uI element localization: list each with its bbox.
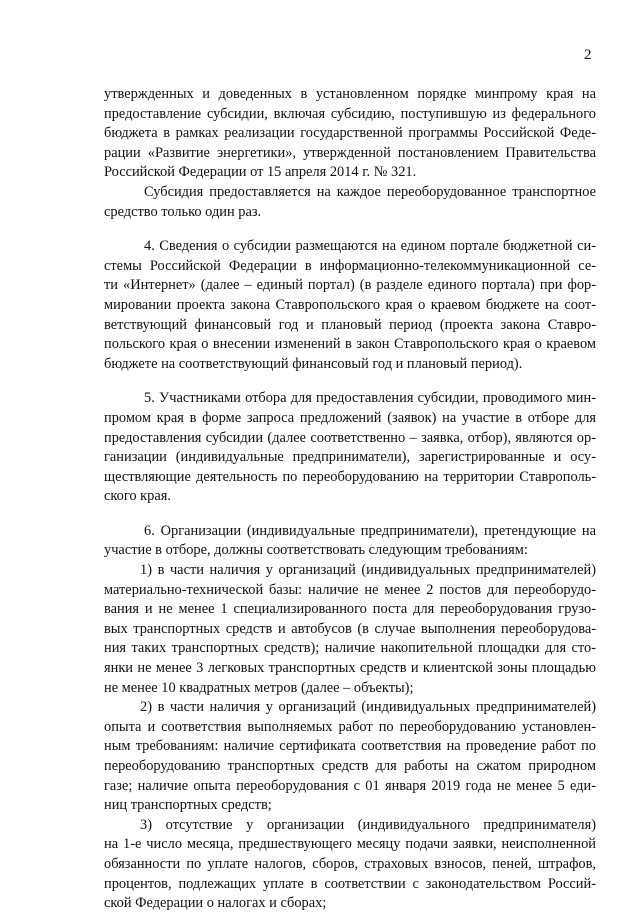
paragraph bbox=[104, 561, 596, 698]
text-line: янки не менее 3 легковых транспортных средств и клиентской зоны площадью bbox=[104, 660, 596, 677]
paragraph bbox=[104, 389, 596, 507]
paragraph bbox=[104, 183, 596, 222]
paragraph bbox=[104, 522, 596, 561]
text-line: Субсидия предоставляется на каждое переоборудованное транспортное bbox=[144, 183, 596, 200]
text-line: вых транспортных средств и автобусов (в случае выполнения переоборудова- bbox=[104, 620, 596, 637]
text-line: польского края о внесении изменений в закон Ставропольского края о краевом bbox=[104, 336, 596, 353]
text-line: рации «Развитие энергетики», утвержденной постановлением Правительства bbox=[104, 144, 596, 161]
text-line: ского края. bbox=[104, 488, 171, 505]
text-line: процентов, подлежащих уплате в соответствии с законодательством Россий- bbox=[104, 875, 596, 892]
text-line: 3) отсутствие у организации (индивидуального предпринимателя) bbox=[140, 816, 596, 833]
text-line: газе; наличие опыта переоборудования с 01 января 2019 года не менее 5 еди- bbox=[104, 777, 596, 794]
text-line: участие в отборе, должны соответствовать следующим требованиям: bbox=[104, 542, 528, 559]
text-line: материально-технической базы: наличие не менее 2 постов для переоборудо- bbox=[104, 581, 596, 598]
text-line: не менее 10 квадратных метров (далее – объекты); bbox=[104, 679, 414, 696]
text-line: мировании проекта закона Ставропольского края о краевом бюджете на соот- bbox=[104, 296, 596, 313]
text-line: предоставления субсидии (далее соответственно – заявка, отбор), являются ор- bbox=[104, 429, 596, 446]
text-line: ской Федерации о налогах и сборах; bbox=[104, 895, 327, 912]
paragraph-gap bbox=[104, 507, 596, 522]
text-line: утвержденных и доведенных в установленном порядке минпрому края на bbox=[104, 86, 596, 102]
text-line: ниц транспортных средств; bbox=[104, 797, 272, 814]
text-line: ществляющие деятельность по переоборудованию на территории Ставрополь- bbox=[104, 468, 596, 485]
text-line: обязанности по уплате налогов, сборов, страховых взносов, пеней, штрафов, bbox=[104, 855, 596, 872]
text-line: Российской Федерации от 15 апреля 2014 г. № 321. bbox=[104, 164, 417, 181]
page-number: 2 bbox=[584, 47, 592, 63]
text-line: ганизации (индивидуальные предприниматели), зарегистрированные и осу- bbox=[104, 449, 596, 466]
text-line: бюджета в рамках реализации государственной программы Российской Феде- bbox=[104, 125, 596, 142]
paragraph bbox=[104, 816, 596, 914]
paragraph-gap bbox=[104, 222, 596, 237]
text-line: вания и не менее 1 специализированного поста для переоборудования грузо- bbox=[104, 601, 596, 618]
text-line: на 1-е число месяца, предшествующего месяцу подачи заявки, неисполненной bbox=[104, 836, 596, 853]
text-line: опыта и соответствия выполняемых работ по переоборудованию установлен- bbox=[104, 718, 596, 735]
text-line: стемы Российской Федерации в информационно-телекоммуникационной се- bbox=[104, 257, 596, 274]
text-line: ветствующий финансовый год и плановый период (проекта закона Ставро- bbox=[104, 316, 596, 333]
text-line: 2) в части наличия у организаций (индивидуальных предпринимателей) bbox=[140, 699, 596, 716]
paragraph-gap bbox=[104, 374, 596, 389]
text-line: предоставление субсидии, включая субсидию, поступившую из федерального bbox=[104, 105, 596, 122]
text-line: средство только один раз. bbox=[104, 203, 262, 220]
document-body bbox=[104, 85, 596, 914]
text-line: 4. Сведения о субсидии размещаются на едином портале бюджетной си- bbox=[144, 238, 596, 255]
text-line: 6. Организации (индивидуальные предприниматели), претендующие на bbox=[144, 522, 596, 539]
text-line: 1) в части наличия у организаций (индивидуальных предпринимателей) bbox=[140, 562, 596, 579]
text-line: ния таких транспортных средств); наличие накопительной площадки для сто- bbox=[104, 640, 596, 657]
text-line: переоборудованию транспортных средств для работы на сжатом природном bbox=[104, 758, 596, 774]
text-line: промом края в форме запроса предложений (заявок) на участие в отборе для bbox=[104, 409, 596, 426]
paragraph bbox=[104, 85, 596, 183]
paragraph bbox=[104, 237, 596, 374]
text-line: ти «Интернет» (далее – единый портал) (в разделе единого портала) при фор- bbox=[104, 277, 596, 294]
text-line: бюджете на соответствующий финансовый год и плановый период). bbox=[104, 355, 523, 372]
text-line: 5. Участниками отбора для предоставления субсидии, проводимого мин- bbox=[144, 390, 596, 407]
paragraph bbox=[104, 698, 596, 816]
text-line: ным требованиям: наличие сертификата соответствия на проведение работ по bbox=[104, 738, 596, 755]
